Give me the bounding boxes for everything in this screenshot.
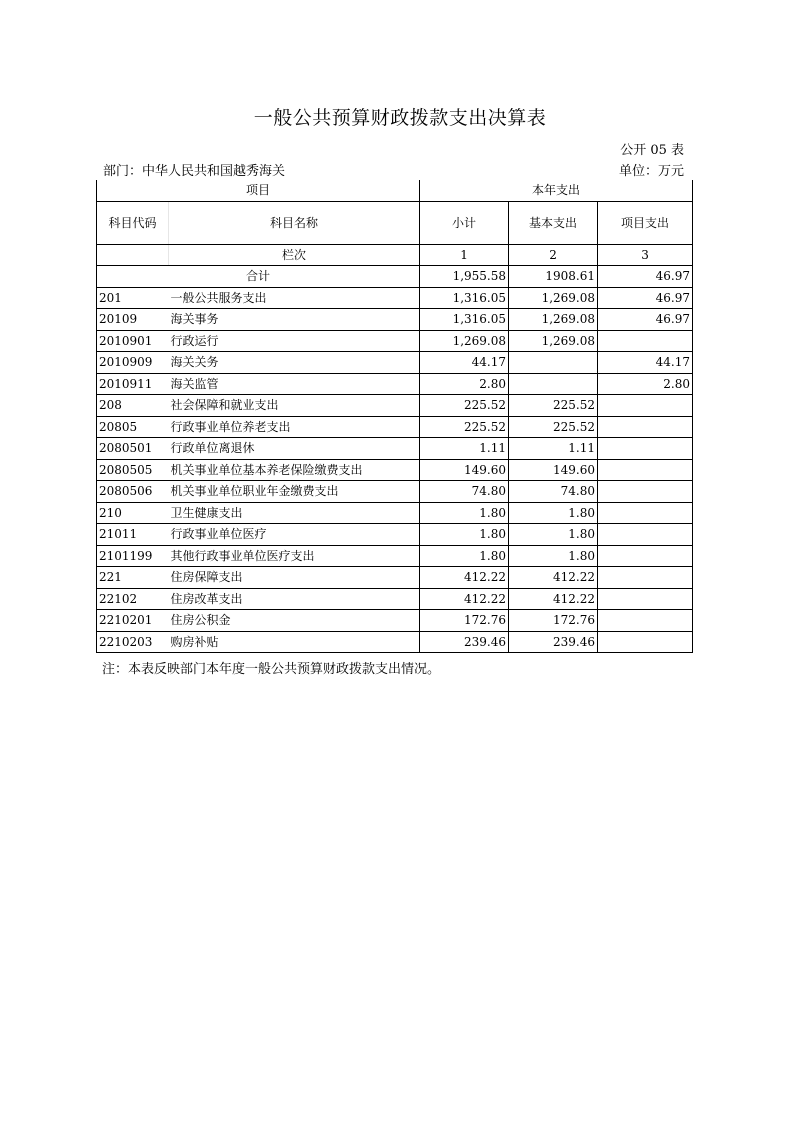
row-basic: 1.80 xyxy=(509,524,598,546)
row-name: 住房保障支出 xyxy=(169,567,420,589)
row-basic: 1,269.08 xyxy=(509,287,598,309)
row-subtotal: 172.76 xyxy=(420,610,509,632)
column-number-row xyxy=(97,244,693,266)
department-label: 部门：中华人民共和国越秀海关 xyxy=(103,164,286,179)
row-name: 海关事务 xyxy=(169,309,420,331)
table-row xyxy=(97,373,693,395)
row-code: 2080505 xyxy=(97,459,169,481)
row-subtotal: 1,316.05 xyxy=(420,309,509,331)
row-name: 行政单位离退休 xyxy=(169,438,420,460)
row-subtotal: 239.46 xyxy=(420,631,509,653)
row-code: 20109 xyxy=(97,309,169,331)
total-row xyxy=(97,266,693,288)
table-row xyxy=(97,395,693,417)
header-subtotal: 小计 xyxy=(420,201,509,244)
row-basic: 1.80 xyxy=(509,545,598,567)
header-basic: 基本支出 xyxy=(509,201,598,244)
total-subtotal: 1,955.58 xyxy=(420,266,509,288)
row-code: 2080501 xyxy=(97,438,169,460)
row-project: 44.17 xyxy=(598,352,693,374)
table-row xyxy=(97,567,693,589)
row-code: 22102 xyxy=(97,588,169,610)
row-subtotal: 412.22 xyxy=(420,588,509,610)
row-subtotal: 149.60 xyxy=(420,459,509,481)
row-subtotal: 74.80 xyxy=(420,481,509,503)
total-basic: 1908.61 xyxy=(509,266,598,288)
row-project xyxy=(598,610,693,632)
row-name: 海关监管 xyxy=(169,373,420,395)
row-subtotal: 1.80 xyxy=(420,524,509,546)
row-code: 221 xyxy=(97,567,169,589)
row-code: 2210201 xyxy=(97,610,169,632)
row-subtotal: 1.80 xyxy=(420,502,509,524)
row-name: 卫生健康支出 xyxy=(169,502,420,524)
header-project: 项目 xyxy=(97,180,420,201)
row-project xyxy=(598,395,693,417)
total-label: 合计 xyxy=(97,266,420,288)
row-basic: 239.46 xyxy=(509,631,598,653)
table-row xyxy=(97,416,693,438)
row-code: 2010901 xyxy=(97,330,169,352)
row-basic: 74.80 xyxy=(509,481,598,503)
table-row xyxy=(97,502,693,524)
row-project xyxy=(598,438,693,460)
table-row xyxy=(97,352,693,374)
row-subtotal: 1,269.08 xyxy=(420,330,509,352)
row-code: 21011 xyxy=(97,524,169,546)
row-name: 机关事业单位基本养老保险缴费支出 xyxy=(169,459,420,481)
table-row xyxy=(97,287,693,309)
column-number-1: 1 xyxy=(420,244,509,266)
row-name: 机关事业单位职业年金缴费支出 xyxy=(169,481,420,503)
row-project xyxy=(598,502,693,524)
row-subtotal: 1,316.05 xyxy=(420,287,509,309)
row-name: 其他行政事业单位医疗支出 xyxy=(169,545,420,567)
row-basic: 1.80 xyxy=(509,502,598,524)
row-subtotal: 225.52 xyxy=(420,416,509,438)
column-number-2: 2 xyxy=(509,244,598,266)
row-code: 2101199 xyxy=(97,545,169,567)
row-name: 社会保障和就业支出 xyxy=(169,395,420,417)
row-code: 201 xyxy=(97,287,169,309)
row-name: 一般公共服务支出 xyxy=(169,287,420,309)
header-code: 科目代码 xyxy=(97,201,169,244)
row-code: 210 xyxy=(97,502,169,524)
row-name: 住房改革支出 xyxy=(169,588,420,610)
table-row xyxy=(97,524,693,546)
row-subtotal: 2.80 xyxy=(420,373,509,395)
row-name: 行政事业单位医疗 xyxy=(169,524,420,546)
row-name: 住房公积金 xyxy=(169,610,420,632)
row-subtotal: 225.52 xyxy=(420,395,509,417)
table-row xyxy=(97,459,693,481)
row-basic: 149.60 xyxy=(509,459,598,481)
page-title: 一般公共预算财政拨款支出决算表 xyxy=(253,107,547,129)
row-basic: 225.52 xyxy=(509,395,598,417)
row-code: 208 xyxy=(97,395,169,417)
table-row xyxy=(97,438,693,460)
row-code: 2080506 xyxy=(97,481,169,503)
table-row xyxy=(97,481,693,503)
header-row-columns xyxy=(97,201,693,244)
row-basic: 1,269.08 xyxy=(509,330,598,352)
row-project xyxy=(598,588,693,610)
table-row xyxy=(97,545,693,567)
header-name: 科目名称 xyxy=(169,201,420,244)
column-number-label: 栏次 xyxy=(169,244,420,266)
row-project xyxy=(598,524,693,546)
row-name: 行政运行 xyxy=(169,330,420,352)
row-project: 2.80 xyxy=(598,373,693,395)
table-row xyxy=(97,330,693,352)
table-row xyxy=(97,588,693,610)
row-subtotal: 1.11 xyxy=(420,438,509,460)
row-basic: 1.11 xyxy=(509,438,598,460)
form-number: 公开 05 表 xyxy=(620,143,684,158)
row-project xyxy=(598,330,693,352)
row-project: 46.97 xyxy=(598,287,693,309)
row-name: 行政事业单位养老支出 xyxy=(169,416,420,438)
row-code: 20805 xyxy=(97,416,169,438)
row-project xyxy=(598,545,693,567)
row-project xyxy=(598,481,693,503)
header-annual-expense: 本年支出 xyxy=(420,180,693,201)
row-code: 2010909 xyxy=(97,352,169,374)
total-project: 46.97 xyxy=(598,266,693,288)
table-row xyxy=(97,610,693,632)
row-name: 购房补贴 xyxy=(169,631,420,653)
column-number-3: 3 xyxy=(598,244,693,266)
row-code: 2010911 xyxy=(97,373,169,395)
header-project-expense: 项目支出 xyxy=(598,201,693,244)
row-project xyxy=(598,567,693,589)
row-subtotal: 44.17 xyxy=(420,352,509,374)
expenditure-table xyxy=(96,180,693,653)
row-project xyxy=(598,416,693,438)
row-basic: 1,269.08 xyxy=(509,309,598,331)
row-name: 海关关务 xyxy=(169,352,420,374)
row-basic: 225.52 xyxy=(509,416,598,438)
row-basic: 412.22 xyxy=(509,588,598,610)
row-basic: 412.22 xyxy=(509,567,598,589)
row-basic xyxy=(509,373,598,395)
row-subtotal: 412.22 xyxy=(420,567,509,589)
row-basic: 172.76 xyxy=(509,610,598,632)
header-row-top xyxy=(97,180,693,201)
unit-label: 单位：万元 xyxy=(618,164,684,179)
row-project xyxy=(598,631,693,653)
row-project xyxy=(598,459,693,481)
row-code: 2210203 xyxy=(97,631,169,653)
table-row xyxy=(97,631,693,653)
row-subtotal: 1.80 xyxy=(420,545,509,567)
column-number-blank xyxy=(97,244,169,266)
footnote: 注：本表反映部门本年度一般公共预算财政拨款支出情况。 xyxy=(102,662,441,677)
row-basic xyxy=(509,352,598,374)
table-row xyxy=(97,309,693,331)
row-project: 46.97 xyxy=(598,309,693,331)
